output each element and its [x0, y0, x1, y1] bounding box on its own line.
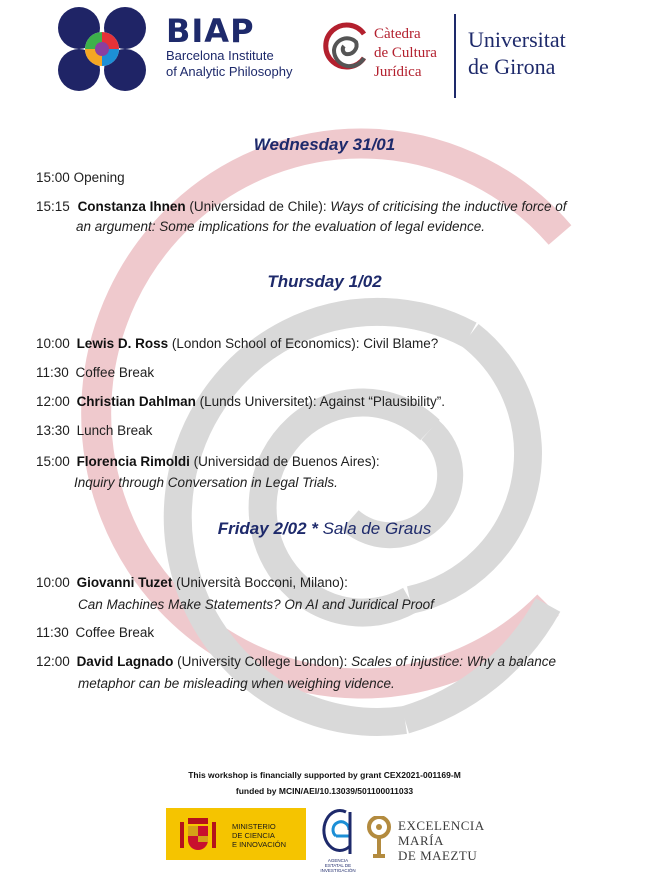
biap-title: BIAP: [166, 12, 255, 50]
catedra-spiral-icon: [320, 20, 372, 72]
speaker-name: Constanza Ihnen: [77, 199, 186, 214]
speaker-name: Christian Dahlman: [76, 394, 196, 409]
session-time: 11:30: [36, 625, 69, 640]
session-time: 10:00: [36, 575, 70, 590]
udg-wordmark: [468, 26, 566, 80]
aei-line-2: ESTATAL DE: [324, 863, 352, 868]
aei-line-3: INVESTIGACIÓN: [320, 868, 356, 873]
day-heading-friday-title: Friday 2/02 *: [217, 519, 318, 538]
ministerio-text: [232, 822, 286, 849]
ministerio-logo: [166, 808, 306, 860]
biap-subtitle-2: of Analytic Philosophy: [166, 64, 293, 79]
talk-title: Can Machines Make Statements? On AI and Juridical Proof: [78, 597, 434, 612]
session-lagnado: [36, 654, 556, 669]
biap-logo-icon: [52, 6, 152, 92]
session-time: 15:15: [36, 199, 70, 214]
biap-wordmark: [166, 14, 292, 80]
catedra-line-3: Jurídica: [374, 64, 422, 80]
talk-title-continued: an argument: Some implications for the evaluation of legal evidence.: [76, 219, 485, 234]
venue-label: Sala de Graus: [317, 519, 432, 538]
speaker-affiliation: (London School of Economics): Civil Blame?: [168, 336, 439, 351]
udg-line-2: de Girona: [468, 54, 556, 79]
maeztu-text: [398, 818, 485, 863]
funding-line-1: This workshop is financially supported by grant CEX2021-001169-M: [188, 770, 461, 780]
catedra-wordmark: [374, 25, 437, 82]
day-heading-friday: [0, 519, 649, 539]
session-ihnen: [36, 199, 567, 214]
header-divider: [454, 14, 456, 98]
ministerio-line-3: E INNOVACIÓN: [232, 840, 287, 849]
session-time: 10:00: [36, 336, 70, 351]
session-ross: [36, 336, 438, 351]
talk-title: Ways of criticising the inductive force of: [330, 199, 567, 214]
session-text: Coffee Break: [75, 365, 155, 380]
talk-title: Inquiry through Conversation in Legal Trials.: [74, 475, 338, 490]
maeztu-line-3: DE MAEZTU: [398, 848, 478, 863]
biap-subtitle-1: Barcelona Institute: [166, 48, 274, 63]
aei-line-1: AGENCIA: [327, 858, 349, 863]
speaker-name: Florencia Rimoldi: [76, 454, 190, 469]
session-lunch-break: [36, 423, 152, 438]
day-heading-thursday: Thursday 1/02: [267, 272, 382, 291]
speaker-affiliation: (University College London):: [173, 654, 352, 669]
maeztu-line-2: MARÍA: [398, 833, 444, 848]
session-time: 13:30: [36, 423, 70, 438]
session-coffee-break-2: [36, 625, 154, 640]
speaker-affiliation: (Lunds Universitet): Against “Plausibility”.: [195, 394, 445, 409]
catedra-line-2: de Cultura: [374, 45, 437, 61]
udg-line-1: Universitat: [468, 27, 566, 52]
speaker-affiliation: (Università Bocconi, Milano):: [172, 575, 348, 590]
ministerio-line-1: MINISTERIO: [232, 822, 276, 831]
speaker-name: Giovanni Tuzet: [76, 575, 173, 590]
session-time: 15:00: [36, 170, 70, 185]
session-coffee-break: [36, 365, 154, 380]
funding-line-2: funded by MCIN/AEI/10.13039/501100011033: [235, 786, 414, 796]
session-opening: [36, 170, 125, 185]
session-time: 12:00: [36, 394, 70, 409]
session-rimoldi: [36, 454, 380, 469]
maeztu-line-1: EXCELENCIA: [398, 818, 485, 833]
session-text: Lunch Break: [76, 423, 153, 438]
session-dahlman: [36, 394, 445, 409]
speaker-affiliation: (Universidad de Buenos Aires):: [189, 454, 380, 469]
spain-coat-of-arms-icon: [176, 814, 220, 854]
ministerio-line-2: DE CIENCIA: [232, 831, 275, 840]
session-time: 11:30: [36, 365, 69, 380]
talk-title: Scales of injustice: Why a balance: [351, 654, 557, 669]
speaker-affiliation: (Universidad de Chile):: [185, 199, 331, 214]
catedra-line-1: Càtedra: [374, 26, 421, 42]
maria-de-maeztu-icon: [366, 816, 392, 860]
day-heading-wednesday: Wednesday 31/01: [253, 135, 396, 154]
speaker-name: David Lagnado: [76, 654, 174, 669]
session-time: 12:00: [36, 654, 70, 669]
talk-title-continued: metaphor can be misleading when weighing vidence.: [78, 676, 395, 691]
session-tuzet: [36, 575, 348, 590]
session-text: Opening: [73, 170, 125, 185]
session-text: Coffee Break: [75, 625, 155, 640]
speaker-name: Lewis D. Ross: [76, 336, 169, 351]
aei-text: [316, 858, 360, 873]
session-time: 15:00: [36, 454, 70, 469]
